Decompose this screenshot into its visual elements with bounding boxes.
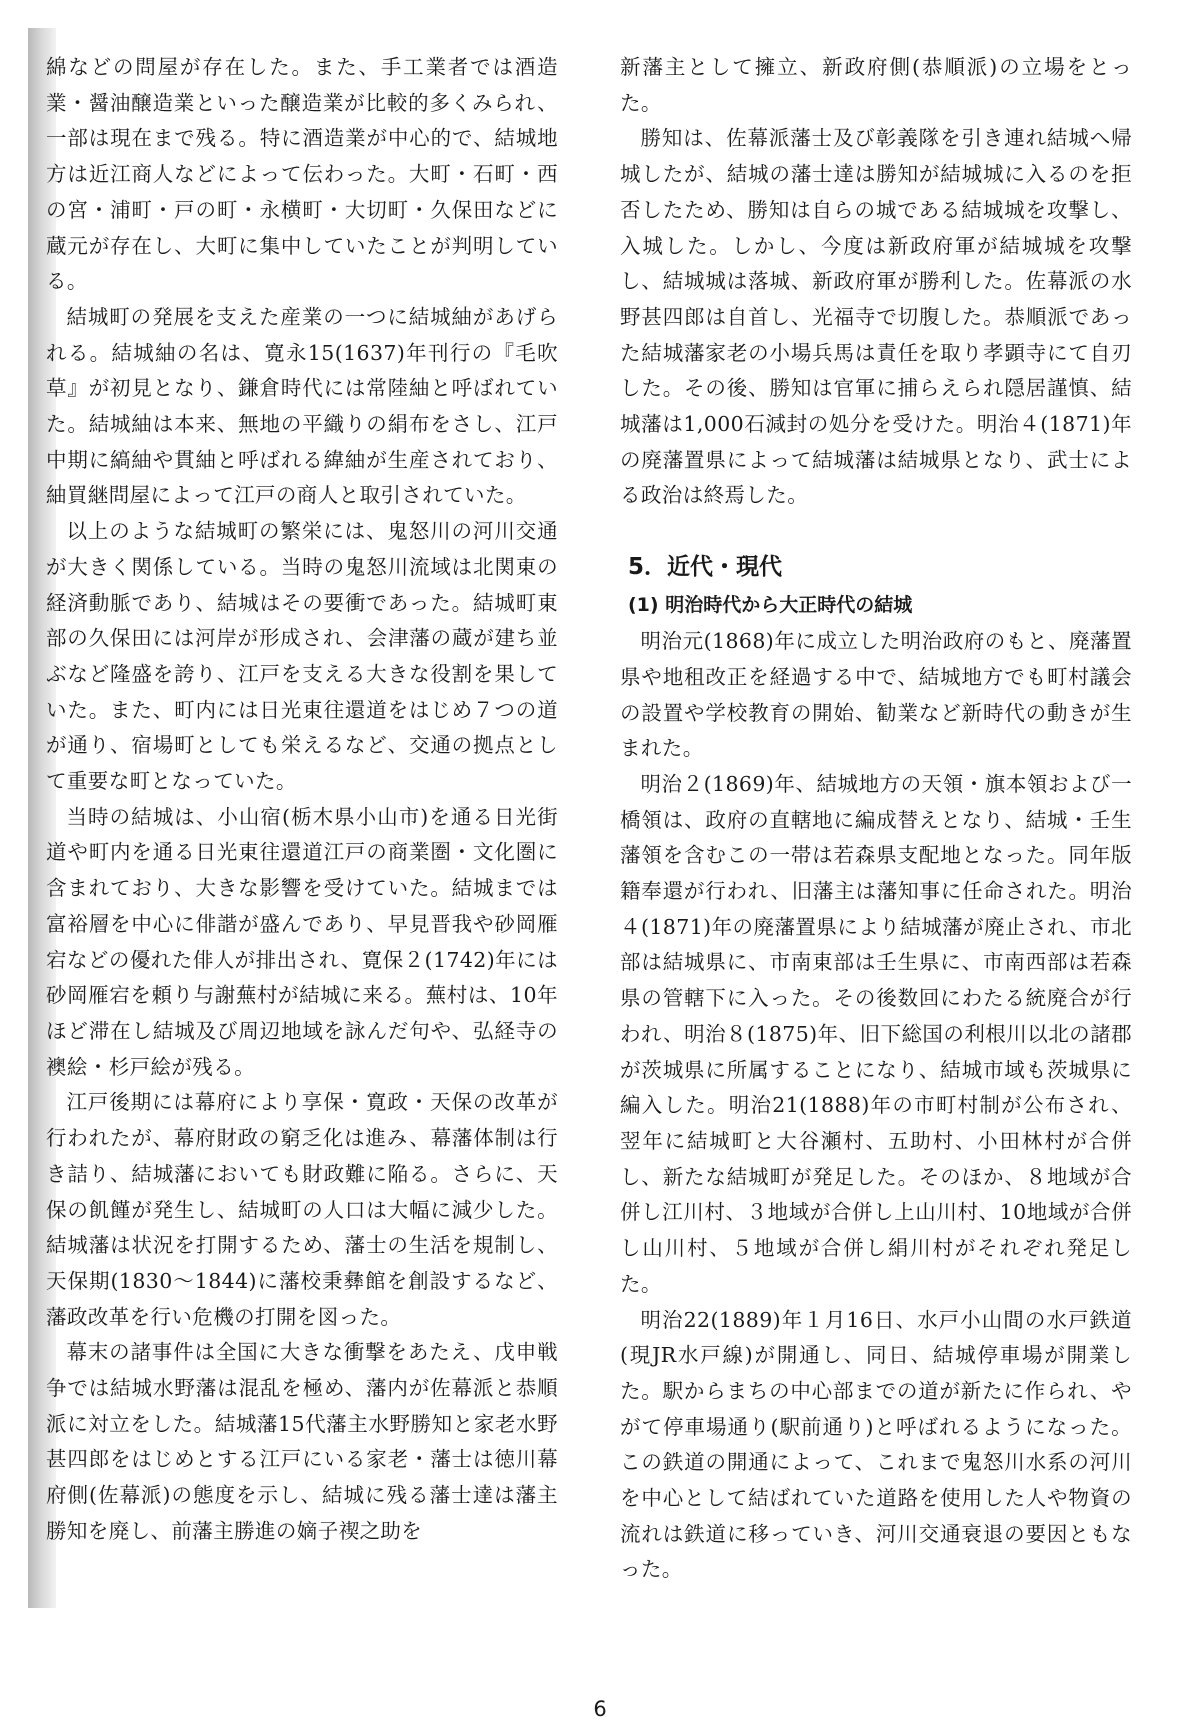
page-number: 6 — [593, 1697, 607, 1721]
paragraph: 江戸後期には幕府により享保・寛政・天保の改革が行われたが、幕府財政の窮乏化は進み、幕藩体制は行き詰り、結城藩においても財政難に陥る。さらに、天保の飢饉が発生し、結城町の人口は大幅に減少した。結城藩は状況を打開するため、藩士の生活を規制し、天保期(1830～1844)に藩校秉彝館を創設するなど、藩政改革を行い危機の打開を図った。 — [46, 1090, 558, 1329]
paragraph: 明治元(1868)年に成立した明治政府のもと、廃藩置県や地租改正を経過する中で、結城地方でも町村議会の設置や学校教育の開始、勧業など新時代の動きが生まれた。 — [620, 629, 1132, 761]
paragraph: 明治２(1869)年、結城地方の天領・旗本領および一橋領は、政府の直轄地に編成替えとなり、結城・壬生藩領を含むこの一帯は若森県支配地となった。同年版籍奉還が行われ、旧藩主は藩知事に任命された。明治４(1871)年の廃藩置県により結城藩が廃止され、市北部は結城県に、市南東部は壬生県に、市南西部は若森県の管轄下に入った。その後数回にわたる統廃合が行われ、明治８(1875)年、旧下総国の利根川以北の諸郡が茨城県に所属することになり、結城市域も茨城県に編入した。明治21(1888)年の市町村制が公布され、翌年に結城町と大谷瀬村、五助村、小田林村が合併し、新たな結城町が発足した。そのほか、８地域が合併し江川村、３地域が合併し上山川村、10地域が合併し山川村、５地域が合併し絹川村がそれぞれ発足した。 — [620, 771, 1132, 1296]
paragraph: 新藩主として擁立、新政府側(恭順派)の立場をとった。 — [620, 55, 1132, 115]
paragraph: 明治22(1889)年１月16日、水戸小山間の水戸鉄道(現JR水戸線)が開通し、同日、結城停車場が開業した。駅からまちの中心部までの道が新たに作られ、やがて停車場通り(駅前通り)と呼ばれるようになった。この鉄道の開通によって、これまで鬼怒川水系の河川を中心として結ばれていた道路を使用した人や物資の流れは鉄道に移っていき、河川交通衰退の要因ともなった。 — [620, 1307, 1132, 1582]
paragraph: 綿などの問屋が存在した。また、手工業者では酒造業・醤油醸造業といった醸造業が比較的多くみられ、一部は現在まで残る。特に酒造業が中心的で、結城地方は近江商人などによって伝わった。大町・石町・西の宮・浦町・戸の町・永横町・大切町・久保田などに蔵元が存在し、大町に集中していたことが判明している。 — [46, 55, 558, 294]
right-column — [620, 50, 1132, 1588]
paragraph: 幕末の諸事件は全国に大きな衝撃をあたえ、戊申戦争では結城水野藩は混乱を極め、藩内が佐幕派と恭順派に対立をした。結城藩15代藩主水野勝知と家老水野甚四郎をはじめとする江戸にいる家老・藩士は徳川幕府側(佐幕派)の態度を示し、結城に残る藩士達は藩主勝知を廃し、前藩主勝進の嫡子禊之助を — [46, 1340, 558, 1543]
paragraph: 以上のような結城町の繁栄には、鬼怒川の河川交通が大きく関係している。当時の鬼怒川流域は北関東の経済動脈であり、結城はその要衝であった。結城町東部の久保田には河岸が形成され、会津藩の蔵が建ち並ぶなど隆盛を誇り、江戸を支える大きな役割を果していた。また、町内には日光東往還道をはじめ７つの道が通り、宿場町としても栄えるなど、交通の拠点として重要な町となっていた。 — [46, 519, 558, 794]
paragraph: 結城町の発展を支えた産業の一つに結城紬があげられる。結城紬の名は、寛永15(1637)年刊行の『毛吹草』が初見となり、鎌倉時代には常陸紬と呼ばれていた。結城紬は本来、無地の平織りの絹布をさし、江戸中期に縞紬や貫紬と呼ばれる緯紬が生産されており、紬買継問屋によって江戸の商人と取引されていた。 — [46, 304, 558, 508]
section-heading: 5．近代・現代 — [628, 554, 783, 581]
subsection-heading: (1) 明治時代から大正時代の結城 — [628, 594, 913, 617]
paragraph: 当時の結城は、小山宿(栃木県小山市)を通る日光街道や町内を通る日光東往還道江戸の商業圏・文化圏に含まれており、大きな影響を受けていた。結城までは富裕層を中心に俳諧が盛んであり、早見晋我や砂岡雁宕などの優れた俳人が排出され、寛保２(1742)年には砂岡雁宕を頼り与謝蕪村が結城に来る。蕪村は、10年ほど滞在し結城及び周辺地域を詠んだ句や、弘経寺の襖絵・杉戸絵が残る。 — [46, 804, 558, 1079]
left-column — [46, 50, 558, 1550]
paragraph: 勝知は、佐幕派藩士及び彰義隊を引き連れ結城へ帰城したが、結城の藩士達は勝知が結城城に入るのを拒否したため、勝知は自らの城である結城城を攻撃し、入城した。しかし、今度は新政府軍が結城城を攻撃し、結城城は落城、新政府軍が勝利した。佐幕派の水野甚四郎は自首し、光福寺で切腹した。恭順派であった結城藩家老の小場兵馬は責任を取り孝顕寺にて自刃した。その後、勝知は官軍に捕らえられ隠居謹慎、結城藩は1,000石減封の処分を受けた。明治４(1871)年の廃藩置県によって結城藩は結城県となり、武士による政治は終焉した。 — [620, 126, 1132, 508]
